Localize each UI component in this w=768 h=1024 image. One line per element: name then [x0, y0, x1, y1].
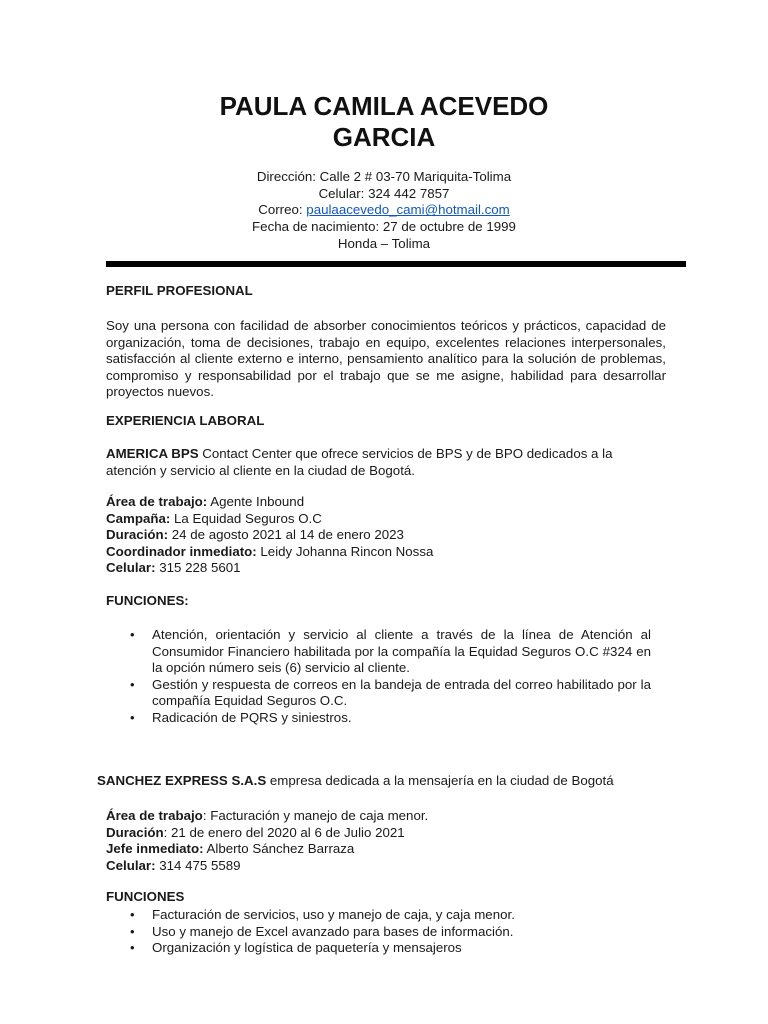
job2-boss-value: Alberto Sánchez Barraza — [203, 841, 355, 856]
job1-description: Contact Center que ofrece servicios de BPS y de BPO dedicados a la atención y servicio al cliente en la ciudad de Bogotá. — [106, 446, 613, 478]
job1-area-value: Agente Inbound — [207, 494, 305, 509]
bullet-icon: • — [130, 940, 135, 955]
job2-details — [106, 808, 666, 874]
phone-line: Celular: 324 442 7857 — [318, 185, 450, 201]
job2-functions-heading: FUNCIONES — [106, 889, 185, 904]
job2-duration-value: : 21 de enero del 2020 al 6 de Julio 2021 — [163, 824, 405, 840]
bullet-icon: • — [130, 907, 135, 922]
list-item — [106, 677, 651, 710]
list-item-text: Radicación de PQRS y siniestros. — [152, 709, 352, 725]
bullet-icon: • — [130, 923, 135, 939]
job1-coordinator-value: Leidy Johanna Rincon Nossa — [256, 543, 434, 559]
job1-coordinator-row — [106, 544, 666, 561]
job2-functions-list — [106, 907, 666, 957]
job2-company: SANCHEZ EXPRESS S.A.S — [97, 773, 267, 788]
list-item-text: Uso y manejo de Excel avanzado para bases de información. — [152, 923, 514, 939]
job2-intro — [97, 773, 717, 790]
job2-boss-label: Jefe inmediato: — [106, 841, 204, 856]
name-line-2: GARCIA — [332, 122, 436, 152]
job2-boss-row — [106, 841, 666, 858]
job2-phone-value: 314 475 5589 — [155, 857, 241, 873]
header-divider — [106, 261, 686, 267]
name-line-1: PAULA CAMILA ACEVEDO — [219, 91, 549, 121]
job2-duration-row — [106, 825, 666, 842]
address-line: Dirección: Calle 2 # 03-70 Mariquita-Tolima — [256, 169, 512, 184]
job2-area-row — [106, 808, 666, 825]
bullet-icon: • — [130, 676, 135, 692]
experience-heading: EXPERIENCIA LABORAL — [106, 413, 265, 428]
list-item-text: Organización y logística de paquetería y mensajeros — [152, 940, 462, 955]
job2-area-label: Área de trabajo — [106, 808, 203, 823]
job1-details — [106, 494, 666, 577]
job1-duration-label: Duración: — [106, 527, 169, 542]
email-label: Correo: — [258, 202, 307, 218]
profile-heading: PERFIL PROFESIONAL — [106, 283, 253, 298]
job2-description: empresa dedicada a la mensajería en la ciudad de Bogotá — [266, 773, 614, 788]
job1-functions-heading: FUNCIONES: — [106, 593, 189, 608]
job1-area-row — [106, 494, 666, 511]
job1-area-label: Área de trabajo: — [106, 494, 208, 509]
job1-campaign-label: Campaña: — [106, 510, 171, 526]
contact-block — [0, 169, 768, 253]
bullet-icon: • — [130, 627, 135, 642]
job1-campaign-value: La Equidad Seguros O.C — [170, 510, 322, 526]
bullet-icon: • — [130, 709, 135, 725]
job2-area-value: : Facturación y manejo de caja menor. — [202, 808, 429, 823]
job2-duration-label: Duración — [106, 824, 164, 840]
job1-intro — [106, 446, 651, 479]
list-item — [106, 907, 666, 924]
job1-duration-value: 24 de agosto 2021 al 14 de enero 2023 — [168, 527, 404, 542]
job1-functions-list — [106, 627, 651, 726]
job1-phone-value: 315 228 5601 — [155, 560, 241, 575]
list-item — [106, 710, 651, 727]
list-item-text: Atención, orientación y servicio al cliente a través de la línea de Atención al Consumidor Financiero habilitada por la compañía la Equidad Seguros O.C #324 en la opción número seis (6) servicio al cliente. — [152, 627, 651, 675]
list-item — [106, 924, 666, 941]
job1-duration-row — [106, 527, 666, 544]
candidate-name — [0, 91, 768, 153]
job2-phone-label: Celular: — [106, 857, 156, 873]
job1-campaign-row — [106, 511, 666, 528]
list-item-text: Gestión y respuesta de correos en la bandeja de entrada del correo habilitado por la compañía Equidad Seguros O.C. — [152, 676, 651, 708]
job1-phone-label: Celular: — [106, 560, 156, 575]
birthplace-line: Honda – Tolima — [337, 235, 431, 251]
list-item-text: Facturación de servicios, uso y manejo de caja, y caja menor. — [152, 907, 515, 922]
job1-coordinator-label: Coordinador inmediato: — [106, 543, 257, 559]
email-line — [0, 202, 768, 219]
email-link[interactable]: paulaacevedo_cami@hotmail.com — [306, 202, 510, 218]
profile-text: Soy una persona con facilidad de absorber conocimientos teóricos y prácticos, capacidad de organización, toma de decisiones, trabajo en equipo, excelentes relaciones interpersonales, satisfacción al cliente externo e interno, pensamiento analítico para la solución de problemas, compromiso y responsabilidad por el trabajo que se me asigne, habilidad para desarrollar proyectos nuevos. — [106, 318, 666, 399]
job1-phone-row — [106, 560, 666, 577]
job2-phone-row — [106, 858, 666, 875]
job1-company: AMERICA BPS — [106, 446, 199, 461]
list-item — [106, 627, 651, 677]
list-item — [106, 940, 666, 957]
birth-date-line: Fecha de nacimiento: 27 de octubre de 1999 — [252, 219, 516, 235]
